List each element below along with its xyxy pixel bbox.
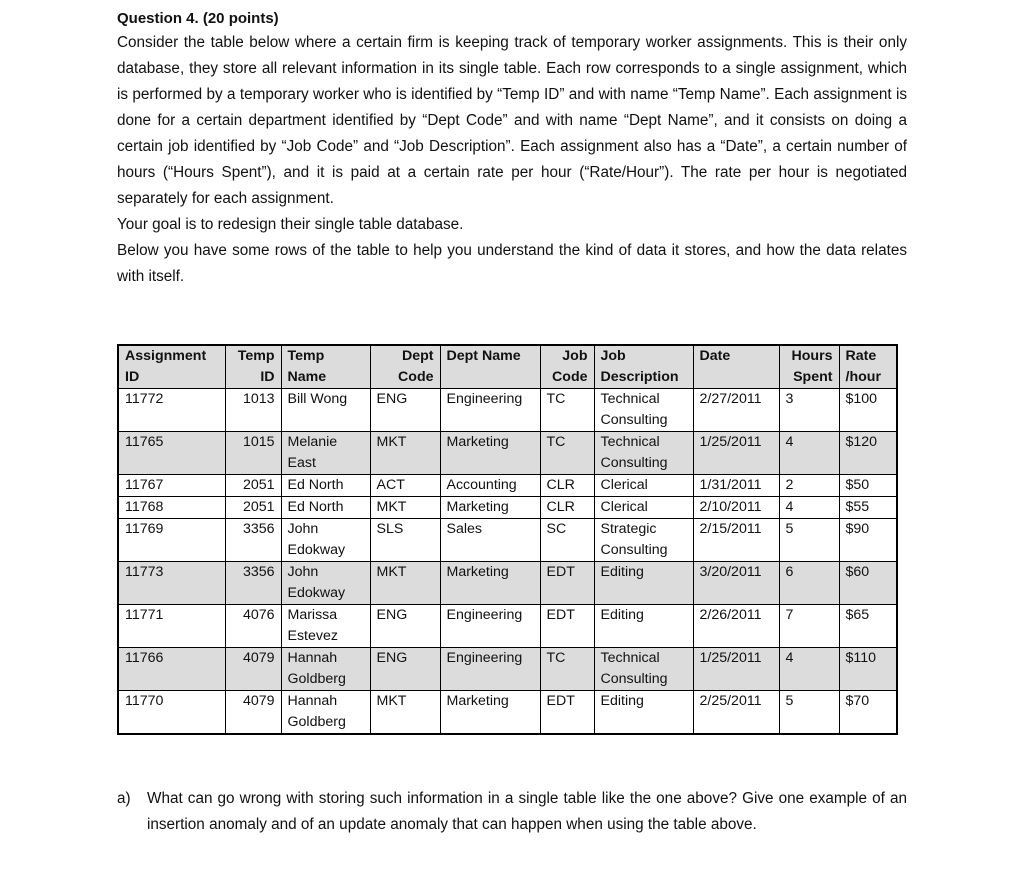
- question-a-label: a): [117, 790, 131, 807]
- table-cell: 2/26/2011: [693, 605, 779, 648]
- table-row: [118, 475, 897, 497]
- table-cell: ENG: [370, 389, 440, 432]
- table-cell: 4079: [225, 691, 281, 735]
- goal-line: Your goal is to redesign their single table database.: [117, 216, 464, 233]
- table-cell: Technical Consulting: [594, 389, 693, 432]
- table-cell: ACT: [370, 475, 440, 497]
- table-cell: 2051: [225, 475, 281, 497]
- question-block: [117, 8, 907, 290]
- table-cell: 4: [779, 432, 839, 475]
- table-header-cell: Dept Name: [440, 345, 540, 389]
- table-cell: 11766: [118, 648, 225, 691]
- table-cell: 1015: [225, 432, 281, 475]
- question-title: Question 4. (20 points): [117, 10, 279, 27]
- table-cell: Accounting: [440, 475, 540, 497]
- table-cell: John Edokway: [281, 519, 370, 562]
- table-cell: $60: [839, 562, 897, 605]
- table-cell: John Edokway: [281, 562, 370, 605]
- table-cell: $100: [839, 389, 897, 432]
- table-cell: 11772: [118, 389, 225, 432]
- table-cell: SLS: [370, 519, 440, 562]
- table-cell: 3356: [225, 562, 281, 605]
- table-cell: 4: [779, 648, 839, 691]
- table-cell: 11771: [118, 605, 225, 648]
- table-cell: Marketing: [440, 691, 540, 735]
- table-cell: Melanie East: [281, 432, 370, 475]
- table-cell: 3: [779, 389, 839, 432]
- table-cell: 2/15/2011: [693, 519, 779, 562]
- table-cell: 11770: [118, 691, 225, 735]
- intro-paragraph: Consider the table below where a certain firm is keeping track of temporary worker assignments. This is their only database, they store all relevant information in its single table. Each row corresponds to a single assignment, which is performed by a temporary worker who is identified by “Temp ID” and with name “Temp Name”. Each assignment is done for a certain department identified by “Dept Code” and with name “Dept Name”, and it consists on doing a certain job identified by “Job Code” and “Job Description”. Each assignment also has a “Date”, a certain number of hours (“Hours Spent”), and it is paid at a certain rate per hour (“Rate/Hour”). The rate per hour is negotiated separately for each assignment.: [117, 34, 907, 207]
- table-row: [118, 389, 897, 432]
- table-cell: 11768: [118, 497, 225, 519]
- table-cell: Clerical: [594, 497, 693, 519]
- table-cell: 11773: [118, 562, 225, 605]
- table-header-cell: Temp ID: [225, 345, 281, 389]
- table-cell: $50: [839, 475, 897, 497]
- table-cell: Sales: [440, 519, 540, 562]
- table-cell: ENG: [370, 605, 440, 648]
- table-cell: Ed North: [281, 497, 370, 519]
- table-cell: 7: [779, 605, 839, 648]
- table-cell: EDT: [540, 562, 594, 605]
- table-header-row: [118, 345, 897, 389]
- table-cell: 1013: [225, 389, 281, 432]
- table-header-cell: Temp Name: [281, 345, 370, 389]
- table-cell: 1/31/2011: [693, 475, 779, 497]
- table-cell: $65: [839, 605, 897, 648]
- table-cell: $55: [839, 497, 897, 519]
- table-cell: Hannah Goldberg: [281, 691, 370, 735]
- table-cell: 3/20/2011: [693, 562, 779, 605]
- table-cell: $70: [839, 691, 897, 735]
- question-a-text: What can go wrong with storing such information in a single table like the one above? Give one example of an insertion anomaly and of an update anomaly that can happen when using the table above.: [147, 790, 907, 833]
- table-body: [118, 389, 897, 735]
- table-header-cell: Rate /hour: [839, 345, 897, 389]
- table-cell: MKT: [370, 432, 440, 475]
- table-cell: 2/27/2011: [693, 389, 779, 432]
- table-cell: $120: [839, 432, 897, 475]
- table-row: [118, 519, 897, 562]
- table-cell: Technical Consulting: [594, 432, 693, 475]
- table-cell: 2/10/2011: [693, 497, 779, 519]
- table-cell: $110: [839, 648, 897, 691]
- table-cell: CLR: [540, 497, 594, 519]
- table-cell: Editing: [594, 605, 693, 648]
- table-cell: TC: [540, 389, 594, 432]
- table-cell: MKT: [370, 691, 440, 735]
- table-cell: 3356: [225, 519, 281, 562]
- table-header-cell: Hours Spent: [779, 345, 839, 389]
- table-header-cell: Date: [693, 345, 779, 389]
- table-cell: MKT: [370, 562, 440, 605]
- table-cell: MKT: [370, 497, 440, 519]
- table-cell: $90: [839, 519, 897, 562]
- table-cell: EDT: [540, 691, 594, 735]
- table-cell: Bill Wong: [281, 389, 370, 432]
- table-header-cell: Job Description: [594, 345, 693, 389]
- table-cell: SC: [540, 519, 594, 562]
- table-cell: 5: [779, 519, 839, 562]
- table-cell: CLR: [540, 475, 594, 497]
- table-row: [118, 432, 897, 475]
- table-header-cell: Job Code: [540, 345, 594, 389]
- table-cell: Technical Consulting: [594, 648, 693, 691]
- table-cell: 1/25/2011: [693, 648, 779, 691]
- table-cell: EDT: [540, 605, 594, 648]
- table-cell: Marissa Estevez: [281, 605, 370, 648]
- table-cell: ENG: [370, 648, 440, 691]
- table-cell: Hannah Goldberg: [281, 648, 370, 691]
- table-row: [118, 562, 897, 605]
- table-cell: 2/25/2011: [693, 691, 779, 735]
- table-cell: 11767: [118, 475, 225, 497]
- table-cell: 6: [779, 562, 839, 605]
- table-cell: TC: [540, 432, 594, 475]
- table-cell: 11769: [118, 519, 225, 562]
- table-cell: Marketing: [440, 497, 540, 519]
- table-cell: Ed North: [281, 475, 370, 497]
- table-cell: 4: [779, 497, 839, 519]
- table-cell: 4076: [225, 605, 281, 648]
- table-cell: Engineering: [440, 605, 540, 648]
- table-row: [118, 648, 897, 691]
- table-cell: 11765: [118, 432, 225, 475]
- table-cell: Strategic Consulting: [594, 519, 693, 562]
- table-header-cell: Dept Code: [370, 345, 440, 389]
- table-cell: 2: [779, 475, 839, 497]
- table-cell: 2051: [225, 497, 281, 519]
- table-cell: 4079: [225, 648, 281, 691]
- table-cell: TC: [540, 648, 594, 691]
- table-cell: Editing: [594, 691, 693, 735]
- table-cell: 1/25/2011: [693, 432, 779, 475]
- table-cell: 5: [779, 691, 839, 735]
- table-cell: Marketing: [440, 562, 540, 605]
- table-cell: Marketing: [440, 432, 540, 475]
- below-line: Below you have some rows of the table to help you understand the kind of data it stores, and how the data relates with itself.: [117, 242, 907, 285]
- table-cell: Engineering: [440, 648, 540, 691]
- assignments-table: [117, 344, 898, 735]
- table-row: [118, 691, 897, 735]
- table-header-cell: Assignment ID: [118, 345, 225, 389]
- table-cell: Clerical: [594, 475, 693, 497]
- question-a: [117, 786, 907, 838]
- table-cell: Engineering: [440, 389, 540, 432]
- table-cell: Editing: [594, 562, 693, 605]
- table-row: [118, 605, 897, 648]
- table-row: [118, 497, 897, 519]
